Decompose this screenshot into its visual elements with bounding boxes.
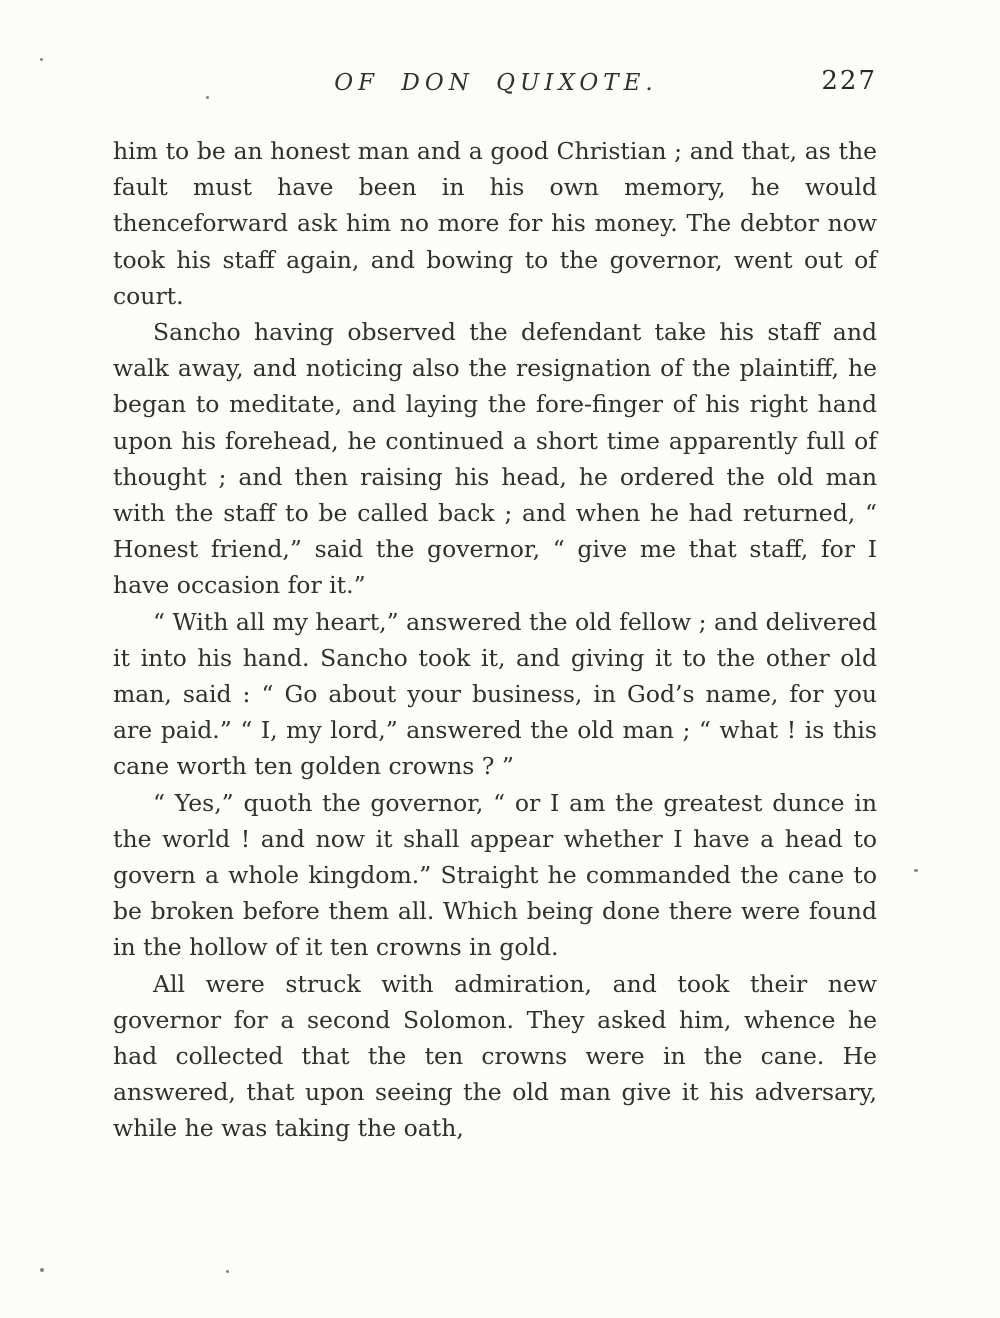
paragraph: Sancho having observed the defendant take his staff and walk away, and noticing also the resignation of the plaintiff, he began to meditate, and laying the fore-finger of his right hand upon his forehead, he continued a short time apparently full of thought ; and then raising his head, he ordered the old man with the staff to be called back ; and when he had returned, “ Honest friend,” said the governor, “ give me that staff, for I have occasion for it.” xyxy=(113,318,877,600)
scan-speck xyxy=(40,1268,44,1272)
paragraph: “ Yes,” quoth the governor, “ or I am the greatest dunce in the world ! and now it shall appear whether I have a head to govern a whole kingdom.” Straight he commanded the cane to be broken before them all. Which being done there were found in the hollow of it ten crowns in gold. xyxy=(113,788,877,962)
page-header xyxy=(115,66,877,110)
paragraph: All were struck with admiration, and took their new governor for a second Solomon. They asked him, whence he had collected that the ten crowns were in the cane. He answered, that upon seeing the old man give it his adversary, while he was taking the oath, xyxy=(113,969,877,1143)
page-number: 227 xyxy=(821,66,877,96)
paragraph: him to be an honest man and a good Christian ; and that, as the fault must have been in his own memory, he would thenceforward ask him no more for his money. The debtor now took his staff again, and bowing to the governor, went out of court. xyxy=(113,137,877,310)
paragraph: “ With all my heart,” answered the old fellow ; and delivered it into his hand. Sancho took it, and giving it to the other old man, said : “ Go about your business, in God’s name, for you are paid.” “ I, my lord,” answered the old man ; “ what ! is this cane worth ten golden crowns ? ” xyxy=(113,607,877,781)
scan-speck xyxy=(914,869,918,872)
scan-speck xyxy=(40,58,43,61)
running-title: OF DON QUIXOTE. xyxy=(334,70,658,96)
scan-speck xyxy=(226,1270,229,1273)
scan-speck xyxy=(206,96,209,99)
page-body xyxy=(113,133,877,1147)
